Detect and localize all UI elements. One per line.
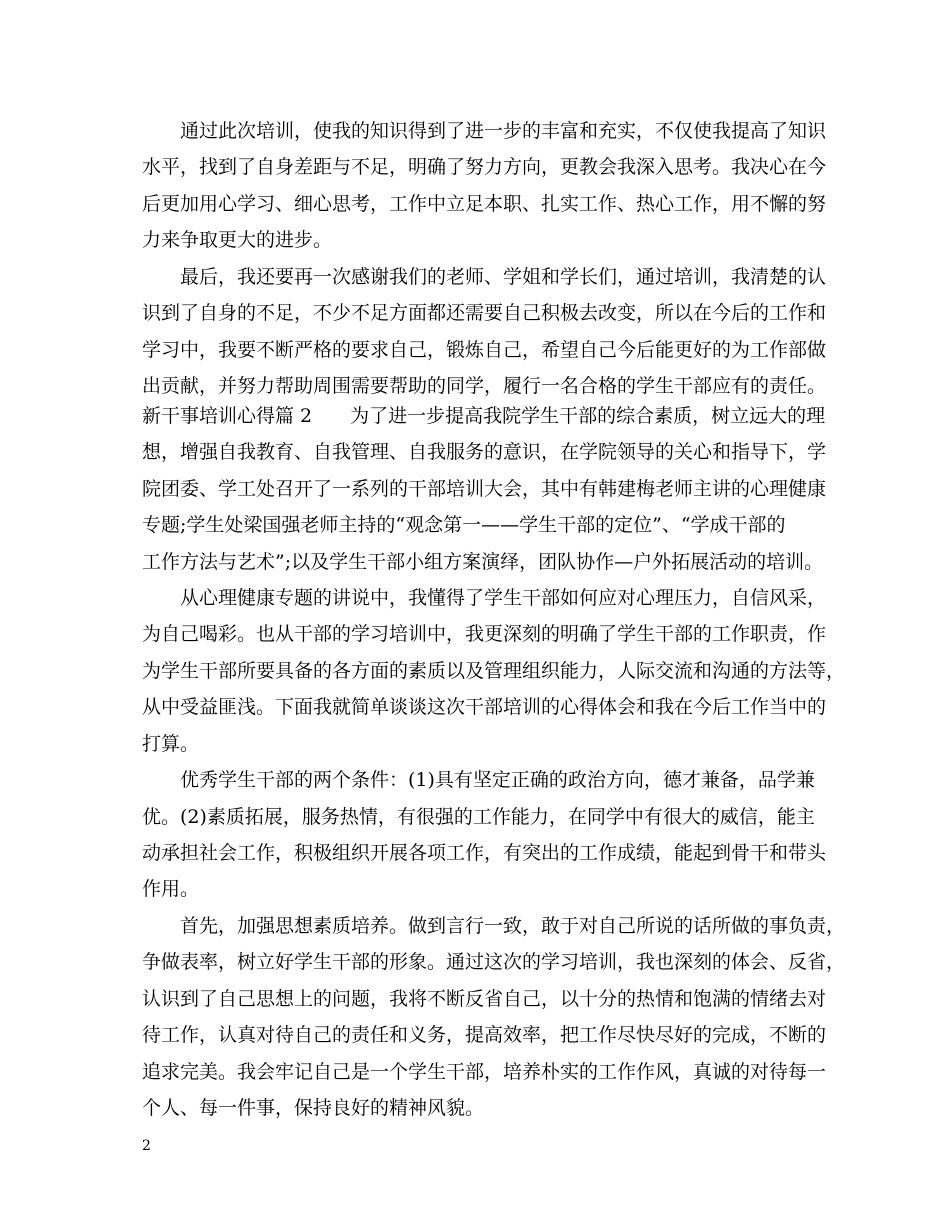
text-line: 最后，我还要再一次感谢我们的老师、学姐和学长们，通过培训，我清楚的认 <box>180 266 827 288</box>
text-line: 争做表率，树立好学生干部的形象。通过这次的学习培训，我也深刻的体会、反省， <box>142 951 846 973</box>
text-line: 想，增强自我教育、自我管理、自我服务的意识，在学院领导的关心和指导下，学 <box>142 441 827 463</box>
text-line: 工作方法与艺术”;以及学生干部小组方案演绎，团队协作—户外拓展活动的培训。 <box>142 551 824 573</box>
text-line: 出贡献，并努力帮助周围需要帮助的同学，履行一名合格的学生干部应有的责任。 <box>142 375 827 397</box>
text-line: 院团委、学工处召开了一系列的干部培训大会，其中有韩建梅老师主讲的心理健康 <box>142 478 827 500</box>
text-line: 通过此次培训，使我的知识得到了进一步的丰富和充实，不仅使我提高了知识 <box>180 120 827 142</box>
text-line: 为自己喝彩。也从干部的学习培训中，我更深刻的明确了学生干部的工作职责，作 <box>142 623 827 645</box>
text-line: 优秀学生干部的两个条件：(1)具有坚定正确的政治方向，德才兼备，品学兼 <box>180 769 815 791</box>
text-line: 新干事培训心得篇 2 为了进一步提高我院学生干部的综合素质，树立远大的理 <box>142 405 826 427</box>
text-line: 作用。 <box>142 878 200 900</box>
text-line: 打算。 <box>142 733 200 755</box>
text-line: 专题;学生处梁国强老师主持的“观念第一——学生干部的定位”、“学成干部的 <box>142 514 786 536</box>
text-line: 识到了自身的不足，不少不足方面都还需要自己积极去改变，所以在今后的工作和 <box>142 302 827 324</box>
text-line: 后更加用心学习、细心思考，工作中立足本职、扎实工作、热心工作，用不懈的努 <box>142 193 827 215</box>
text-line: 从心理健康专题的讲说中，我懂得了学生干部如何应对心理压力，自信风采， <box>180 587 827 609</box>
text-line: 从中受益匪浅。下面我就简单谈谈这次干部培训的心得体会和我在今后工作当中的 <box>142 696 827 718</box>
text-line: 力来争取更大的进步。 <box>142 229 333 251</box>
page-number: 2 <box>142 1138 151 1154</box>
text-line: 认识到了自己思想上的问题，我将不断反省自己，以十分的热情和饱满的情绪去对 <box>142 988 827 1010</box>
text-line: 动承担社会工作，积极组织开展各项工作，有突出的工作成绩，能起到骨干和带头 <box>142 842 827 864</box>
text-line: 首先，加强思想素质培养。做到言行一致，敢于对自己所说的话所做的事负责， <box>180 915 846 937</box>
text-line: 为学生干部所要具备的各方面的素质以及管理组织能力，人际交流和沟通的方法等， <box>142 660 846 682</box>
text-line: 水平，找到了自身差距与不足，明确了努力方向，更教会我深入思考。我决心在今 <box>142 156 827 178</box>
text-line: 优。(2)素质拓展，服务热情，有很强的工作能力，在同学中有很大的威信，能主 <box>142 806 815 828</box>
text-line: 学习中，我要不断严格的要求自己，锻炼自己，希望自己今后能更好的为工作部做 <box>142 339 827 361</box>
text-line: 个人、每一件事，保持良好的精神风貌。 <box>142 1097 485 1119</box>
text-line: 待工作，认真对待自己的责任和义务，提高效率，把工作尽快尽好的完成，不断的 <box>142 1024 827 1046</box>
text-line: 追求完美。我会牢记自己是一个学生干部，培养朴实的工作作风，真诚的对待每一 <box>142 1061 827 1083</box>
